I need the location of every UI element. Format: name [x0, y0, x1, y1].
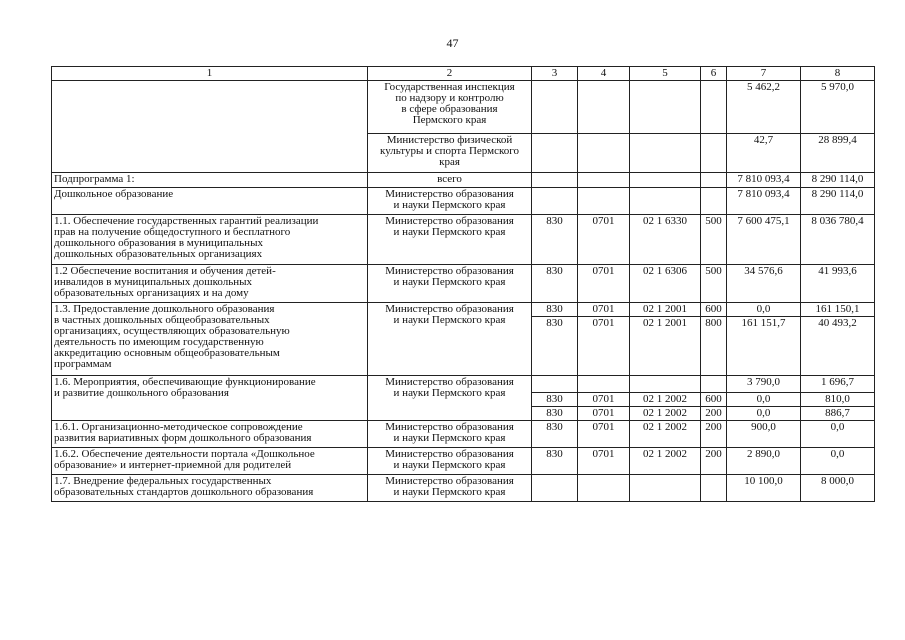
row-vr [701, 188, 727, 215]
column-header: 1 [52, 67, 368, 81]
table-row [52, 475, 875, 502]
row-vr [701, 173, 727, 188]
table-row [52, 215, 875, 265]
row-rz-pr [578, 173, 630, 188]
row-executor: Министерство физической культуры и спорта Пермского края [368, 134, 532, 173]
row-value-col7: 10 100,0 [727, 475, 801, 502]
row-rz-pr [578, 81, 630, 134]
row-value-col8: 41 993,6 [801, 265, 875, 303]
row-value-col7: 7 810 093,4 [727, 173, 801, 188]
row-csr: 02 1 2001 [630, 317, 701, 376]
row-value-col7: 7 810 093,4 [727, 188, 801, 215]
row-ved: 830 [532, 215, 578, 265]
row-csr: 02 1 2001 [630, 303, 701, 317]
row-value-col8: 0,0 [801, 421, 875, 448]
row-rz-pr [578, 188, 630, 215]
table-row [52, 376, 875, 393]
row-executor: всего [368, 173, 532, 188]
row-program-name [52, 81, 368, 173]
row-rz-pr: 0701 [578, 303, 630, 317]
table-row [52, 303, 875, 317]
budget-table [51, 66, 875, 502]
row-value-col7: 42,7 [727, 134, 801, 173]
table-row [52, 188, 875, 215]
row-program-name: 1.1. Обеспечение государственных гарантий реализации прав на получение общедоступного и бесплатного дошкольного образования в муниципальных дошкольных образовательных организациях [52, 215, 368, 265]
row-program-name: 1.6.2. Обеспечение деятельности портала «Дошкольное образование» и интернет-приемной для родителей [52, 448, 368, 475]
row-vr: 200 [701, 448, 727, 475]
row-csr [630, 188, 701, 215]
row-csr [630, 134, 701, 173]
row-value-col7: 0,0 [727, 407, 801, 421]
row-vr [701, 81, 727, 134]
row-program-name: 1.3. Предоставление дошкольного образования в частных дошкольных общеобразовательных организациях, осуществляющих образовательную деятельность по имеющим государственную аккредитацию основным общеобразовательным программам [52, 303, 368, 376]
page-number: 47 [446, 36, 459, 50]
row-ved [532, 475, 578, 502]
row-rz-pr: 0701 [578, 448, 630, 475]
row-csr: 02 1 2002 [630, 407, 701, 421]
row-csr [630, 173, 701, 188]
row-csr: 02 1 2002 [630, 448, 701, 475]
row-value-col8: 28 899,4 [801, 134, 875, 173]
row-rz-pr: 0701 [578, 393, 630, 407]
row-value-col7: 900,0 [727, 421, 801, 448]
row-value-col7: 3 790,0 [727, 376, 801, 393]
row-executor: Министерство образования и науки Пермского края [368, 265, 532, 303]
column-header: 3 [532, 67, 578, 81]
row-ved: 830 [532, 303, 578, 317]
row-ved [532, 376, 578, 393]
row-ved: 830 [532, 421, 578, 448]
row-csr: 02 1 2002 [630, 421, 701, 448]
row-executor: Министерство образования и науки Пермского края [368, 448, 532, 475]
row-value-col7: 7 600 475,1 [727, 215, 801, 265]
row-value-col7: 0,0 [727, 303, 801, 317]
table-row [52, 448, 875, 475]
row-executor: Министерство образования и науки Пермского края [368, 188, 532, 215]
table-row [52, 81, 875, 134]
row-vr [701, 376, 727, 393]
row-value-col8: 1 696,7 [801, 376, 875, 393]
row-value-col8: 0,0 [801, 448, 875, 475]
row-rz-pr [578, 475, 630, 502]
row-vr: 200 [701, 421, 727, 448]
row-executor: Министерство образования и науки Пермского края [368, 475, 532, 502]
column-header: 5 [630, 67, 701, 81]
row-rz-pr: 0701 [578, 407, 630, 421]
row-value-col8: 40 493,2 [801, 317, 875, 376]
row-ved: 830 [532, 393, 578, 407]
row-ved [532, 134, 578, 173]
row-program-name: 1.6.1. Организационно-методическое сопровождение развития вариативных форм дошкольного образования [52, 421, 368, 448]
row-executor: Министерство образования и науки Пермского края [368, 303, 532, 376]
row-program-name: Дошкольное образование [52, 188, 368, 215]
row-vr [701, 134, 727, 173]
row-vr: 800 [701, 317, 727, 376]
row-vr: 600 [701, 303, 727, 317]
column-header: 6 [701, 67, 727, 81]
row-csr [630, 376, 701, 393]
row-value-col8: 8 036 780,4 [801, 215, 875, 265]
row-program-name: Подпрограмма 1: [52, 173, 368, 188]
row-value-col8: 810,0 [801, 393, 875, 407]
row-executor: Министерство образования и науки Пермского края [368, 421, 532, 448]
row-value-col7: 161 151,7 [727, 317, 801, 376]
row-rz-pr: 0701 [578, 317, 630, 376]
row-csr: 02 1 6306 [630, 265, 701, 303]
row-value-col8: 8 290 114,0 [801, 173, 875, 188]
table-row [52, 265, 875, 303]
header-row [52, 67, 875, 81]
row-ved [532, 81, 578, 134]
row-ved: 830 [532, 448, 578, 475]
row-rz-pr [578, 376, 630, 393]
row-program-name: 1.6. Мероприятия, обеспечивающие функционирование и развитие дошкольного образования [52, 376, 368, 421]
row-program-name: 1.7. Внедрение федеральных государственных образовательных стандартов дошкольного образования [52, 475, 368, 502]
row-ved: 830 [532, 317, 578, 376]
row-value-col8: 886,7 [801, 407, 875, 421]
row-ved [532, 188, 578, 215]
row-rz-pr: 0701 [578, 421, 630, 448]
row-vr: 600 [701, 393, 727, 407]
row-value-col8: 5 970,0 [801, 81, 875, 134]
row-vr: 500 [701, 265, 727, 303]
row-rz-pr: 0701 [578, 215, 630, 265]
row-csr [630, 475, 701, 502]
row-csr [630, 81, 701, 134]
column-header: 2 [368, 67, 532, 81]
row-ved: 830 [532, 265, 578, 303]
table-row [52, 173, 875, 188]
column-header: 7 [727, 67, 801, 81]
row-csr: 02 1 6330 [630, 215, 701, 265]
row-value-col7: 2 890,0 [727, 448, 801, 475]
row-value-col8: 161 150,1 [801, 303, 875, 317]
row-rz-pr: 0701 [578, 265, 630, 303]
row-value-col7: 34 576,6 [727, 265, 801, 303]
row-executor: Министерство образования и науки Пермского края [368, 215, 532, 265]
row-ved [532, 173, 578, 188]
row-vr: 200 [701, 407, 727, 421]
row-vr [701, 475, 727, 502]
table-row [52, 421, 875, 448]
column-header: 4 [578, 67, 630, 81]
row-executor: Министерство образования и науки Пермского края [368, 376, 532, 421]
row-program-name: 1.2 Обеспечение воспитания и обучения детей- инвалидов в муниципальных дошкольных образовательных организациях и на дому [52, 265, 368, 303]
row-csr: 02 1 2002 [630, 393, 701, 407]
row-vr: 500 [701, 215, 727, 265]
column-header: 8 [801, 67, 875, 81]
row-executor: Государственная инспекция по надзору и контролю в сфере образования Пермского края [368, 81, 532, 134]
row-value-col7: 0,0 [727, 393, 801, 407]
row-value-col8: 8 290 114,0 [801, 188, 875, 215]
row-rz-pr [578, 134, 630, 173]
row-ved: 830 [532, 407, 578, 421]
row-value-col8: 8 000,0 [801, 475, 875, 502]
row-value-col7: 5 462,2 [727, 81, 801, 134]
